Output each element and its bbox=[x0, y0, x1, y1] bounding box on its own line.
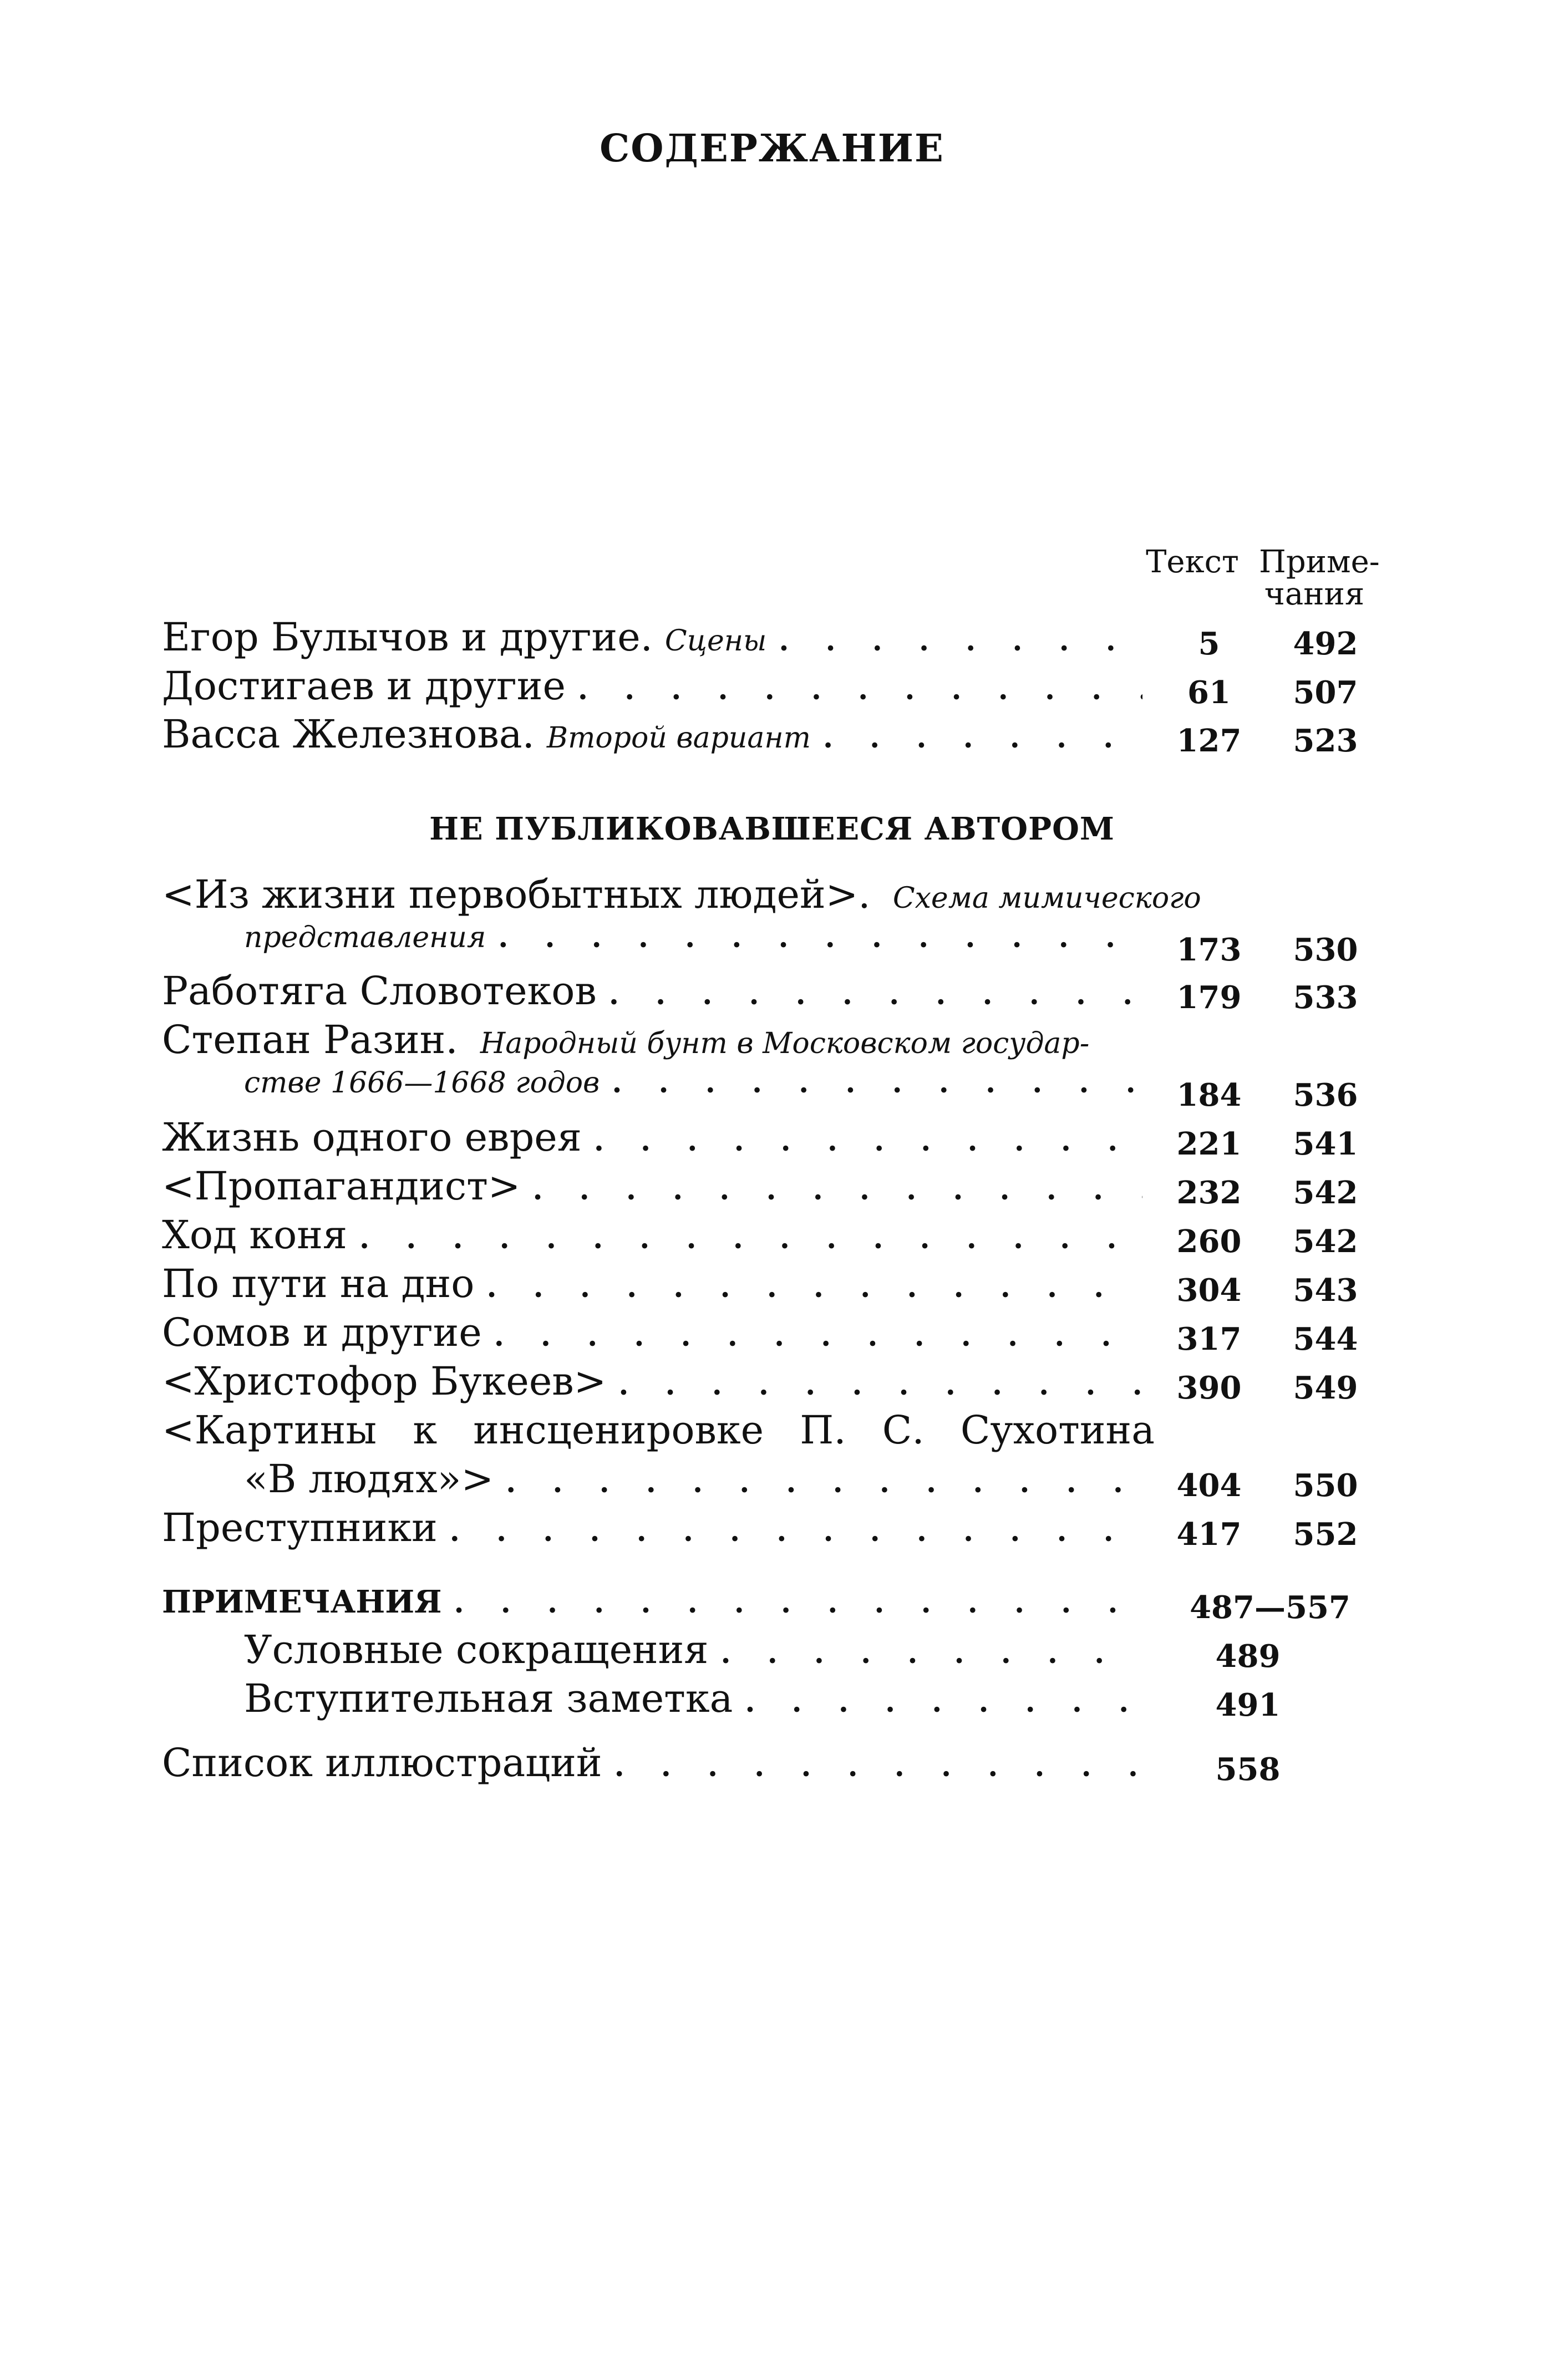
leader-dots bbox=[720, 1636, 1142, 1670]
text-page: 260 bbox=[1176, 1223, 1242, 1260]
entry-title: <Из жизни первобытных людей>. bbox=[162, 872, 871, 917]
notes-page: 530 bbox=[1293, 932, 1358, 968]
text-page: 184 bbox=[1176, 1077, 1242, 1113]
entry-title-word: Сухотина bbox=[960, 1407, 1155, 1453]
notes-page: 552 bbox=[1293, 1516, 1358, 1553]
entry-title: Работяга Словотеков bbox=[162, 968, 597, 1014]
entry-subtitle: Второй вариант bbox=[546, 721, 811, 755]
toc-entry-dostigaev[interactable] bbox=[162, 663, 1155, 709]
entry-title-word: к bbox=[413, 1407, 438, 1453]
notes-page: 543 bbox=[1293, 1272, 1358, 1309]
toc-entry-somov[interactable] bbox=[162, 1310, 1155, 1355]
entry-subtitle: Сцены bbox=[664, 624, 767, 658]
column-header-notes-line1: Приме- bbox=[1259, 544, 1380, 580]
toc-entry-vassa[interactable] bbox=[162, 711, 1155, 757]
leader-dots bbox=[612, 1066, 1142, 1100]
leader-dots bbox=[498, 921, 1142, 954]
leader-dots bbox=[745, 1685, 1142, 1719]
toc-entry-bulychov[interactable] bbox=[162, 614, 1155, 660]
entry-subtitle: Народный бунт в Московском государ- bbox=[480, 1027, 1090, 1060]
notes-page: 549 bbox=[1293, 1370, 1358, 1406]
text-page: 417 bbox=[1176, 1516, 1242, 1553]
leader-dots bbox=[594, 1124, 1142, 1158]
text-page: 404 bbox=[1176, 1467, 1242, 1504]
leader-dots bbox=[614, 1750, 1142, 1783]
leader-dots bbox=[779, 624, 1142, 658]
entry-title: Условные сокращения bbox=[244, 1627, 709, 1672]
notes-page: 550 bbox=[1293, 1467, 1358, 1504]
leader-dots bbox=[506, 1466, 1142, 1499]
notes-page: 533 bbox=[1293, 979, 1358, 1016]
notes-page: 541 bbox=[1293, 1126, 1358, 1162]
entry-title: Преступники bbox=[162, 1505, 438, 1550]
leader-dots bbox=[486, 1270, 1142, 1304]
toc-entry-intro-note[interactable] bbox=[244, 1676, 1155, 1721]
entry-subtitle: представления bbox=[244, 921, 486, 954]
toc-entry-propagandist[interactable] bbox=[162, 1163, 1155, 1209]
leader-dots bbox=[359, 1222, 1142, 1255]
entry-title: Вступительная заметка bbox=[244, 1676, 733, 1721]
entry-title: Степан Разин. bbox=[162, 1017, 458, 1062]
entry-title: По пути на дно bbox=[162, 1261, 475, 1306]
text-page: 5 bbox=[1198, 625, 1220, 662]
leader-dots bbox=[609, 978, 1142, 1011]
toc-entry-pervobytnye-line2[interactable] bbox=[244, 921, 1155, 954]
text-page: 173 bbox=[1176, 932, 1242, 968]
page-title: СОДЕРЖАНИЕ bbox=[600, 126, 944, 171]
notes-heading: ПРИМЕЧАНИЯ bbox=[162, 1584, 442, 1620]
text-page: 232 bbox=[1176, 1174, 1242, 1211]
page-number: 558 bbox=[1215, 1751, 1281, 1788]
column-header-text: Текст bbox=[1146, 544, 1239, 580]
entry-title: Егор Булычов и другие. bbox=[162, 614, 653, 660]
entry-subtitle: Схема мимического bbox=[892, 882, 1201, 915]
leader-dots bbox=[578, 673, 1142, 706]
leader-dots bbox=[823, 721, 1142, 755]
text-page: 61 bbox=[1187, 674, 1231, 711]
leader-dots bbox=[532, 1173, 1142, 1207]
toc-entry-razin-line1[interactable] bbox=[162, 1017, 1155, 1062]
notes-page: 507 bbox=[1293, 674, 1358, 711]
notes-page: 536 bbox=[1293, 1077, 1358, 1113]
notes-page: 542 bbox=[1293, 1174, 1358, 1211]
entry-title-word: инсценировке bbox=[473, 1407, 764, 1453]
entry-title: Васса Железнова. bbox=[162, 711, 535, 757]
entry-title: Достигаев и другие bbox=[162, 663, 566, 709]
notes-page: 523 bbox=[1293, 723, 1358, 759]
notes-page: 492 bbox=[1293, 625, 1358, 662]
section-heading-unpublished: НЕ ПУБЛИКОВАВШЕЕСЯ АВТОРОМ bbox=[429, 811, 1115, 847]
text-page: 304 bbox=[1176, 1272, 1242, 1309]
toc-entry-zhizn-evreya[interactable] bbox=[162, 1115, 1155, 1160]
toc-entry-prestupniki[interactable] bbox=[162, 1505, 1155, 1550]
entry-subtitle: стве 1666—1668 годов bbox=[244, 1066, 600, 1100]
text-page: 221 bbox=[1176, 1126, 1242, 1162]
entry-title: Список иллюстраций bbox=[162, 1740, 602, 1786]
text-page: 390 bbox=[1176, 1370, 1242, 1406]
toc-entry-illustrations[interactable] bbox=[162, 1740, 1155, 1786]
leader-dots bbox=[454, 1586, 1142, 1620]
notes-page: 544 bbox=[1293, 1321, 1358, 1357]
entry-title: Ход коня bbox=[162, 1212, 348, 1258]
column-header-notes-line2: чания bbox=[1264, 576, 1365, 612]
toc-entry-kartiny-line1[interactable] bbox=[162, 1407, 1155, 1453]
text-page: 317 bbox=[1176, 1321, 1242, 1357]
column-header-notes bbox=[1259, 544, 1380, 612]
entry-title-word: <Картины bbox=[162, 1407, 377, 1453]
toc-entry-notes-section[interactable] bbox=[162, 1584, 1155, 1620]
text-page: 127 bbox=[1176, 723, 1242, 759]
entry-title: Жизнь одного еврея bbox=[162, 1115, 582, 1160]
toc-entry-rabotyaga[interactable] bbox=[162, 968, 1155, 1014]
entry-title: «В людях»> bbox=[244, 1456, 494, 1502]
entry-title: <Христофор Букеев> bbox=[162, 1359, 607, 1404]
toc-entry-kartiny-line2[interactable] bbox=[244, 1456, 1155, 1502]
notes-page: 542 bbox=[1293, 1223, 1358, 1260]
notes-pages-range: 487—557 bbox=[1190, 1589, 1350, 1626]
entry-title: <Пропагандист> bbox=[162, 1163, 521, 1209]
toc-entry-razin-line2[interactable] bbox=[244, 1066, 1155, 1100]
entry-title-word: С. bbox=[882, 1407, 925, 1453]
toc-entry-hod-konya[interactable] bbox=[162, 1212, 1155, 1258]
entry-title: Сомов и другие bbox=[162, 1310, 482, 1355]
entry-title-word: П. bbox=[800, 1407, 846, 1453]
leader-dots bbox=[618, 1368, 1142, 1402]
page-number: 491 bbox=[1215, 1687, 1281, 1723]
leader-dots bbox=[450, 1514, 1142, 1548]
text-page: 179 bbox=[1176, 979, 1242, 1016]
toc-entry-bukeev[interactable] bbox=[162, 1359, 1155, 1404]
page-number: 489 bbox=[1215, 1638, 1281, 1675]
toc-entry-po-puti-na-dno[interactable] bbox=[162, 1261, 1155, 1306]
toc-entry-abbreviations[interactable] bbox=[244, 1627, 1155, 1672]
leader-dots bbox=[494, 1319, 1142, 1353]
toc-entry-pervobytnye-line1[interactable] bbox=[162, 872, 1201, 917]
